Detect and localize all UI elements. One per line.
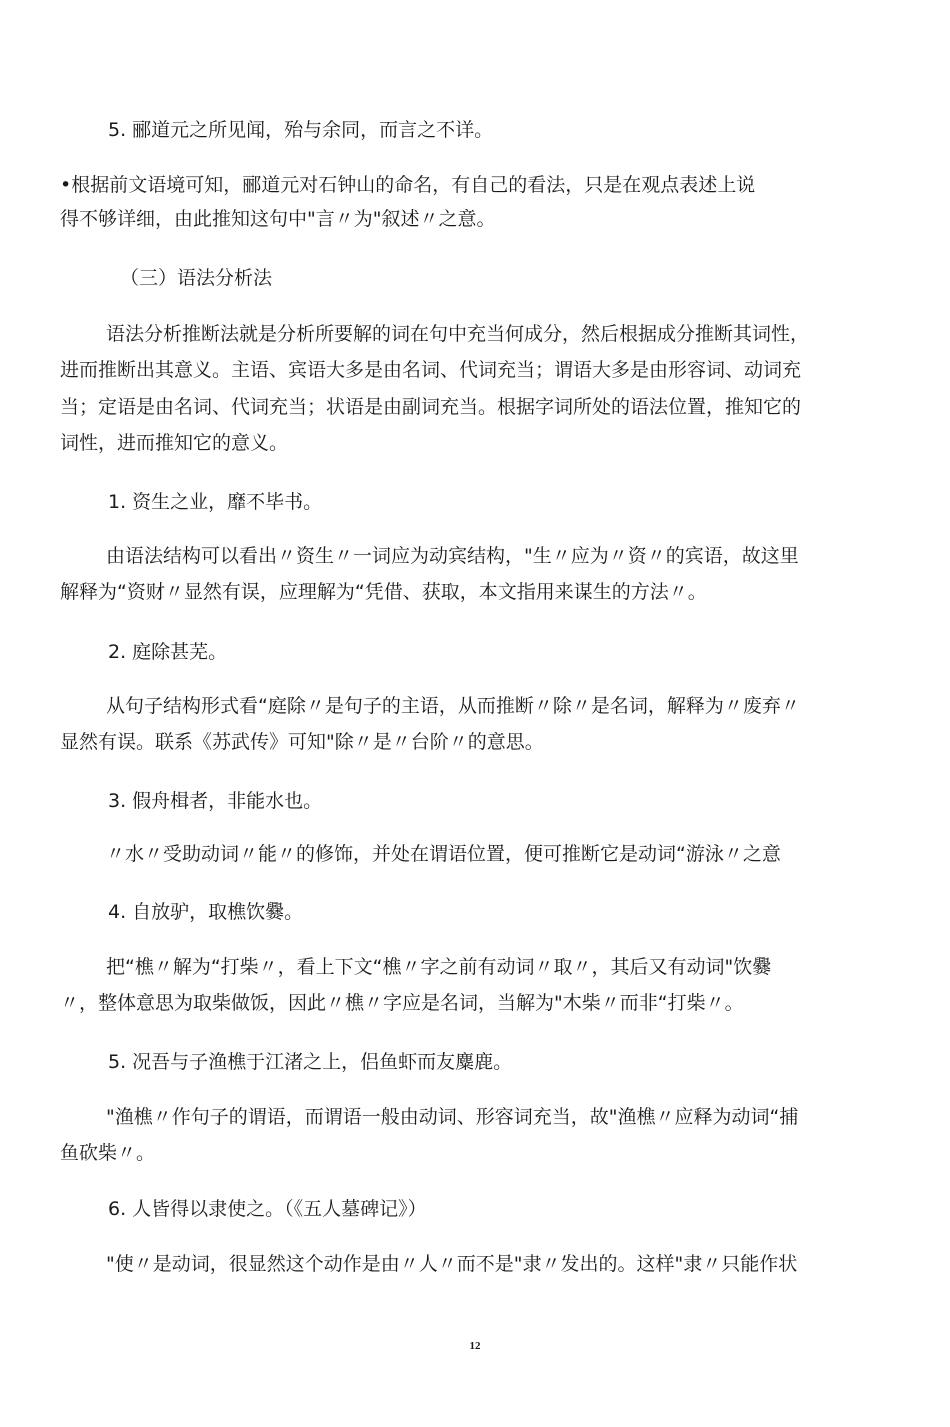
paragraph-line: 解释为“资财〃显然有误，应理解为“凭借、获取，本文指用来谋生的方法〃。 (60, 581, 707, 603)
paragraph-line: •根据前文语境可知，郦道元对石钟山的命名，有自己的看法，只是在观点表述上说 (60, 174, 756, 196)
example-item: 2. 庭除甚芜。 (108, 641, 228, 663)
paragraph-line: 〃水〃受助动词〃能〃的修饰，并处在谓语位置，便可推断它是动词“游泳〃之意 (106, 843, 781, 865)
paragraph-line: 显然有误。联系《苏武传》可知"除〃是〃台阶〃的意思。 (60, 731, 544, 753)
example-item: 5. 况吾与子渔樵于江渚之上，侣鱼虾而友麋鹿。 (108, 1051, 513, 1073)
paragraph-line: 得不够详细，由此推知这句中"言〃为"叙述〃之意。 (60, 208, 496, 230)
example-item: 1. 资生之业，靡不毕书。 (108, 491, 323, 513)
section-heading: （三）语法分析法 (120, 267, 273, 289)
paragraph-line: 由语法结构可以看出〃资生〃一词应为动宾结构，"生〃应为〃资〃的宾语，故这里 (106, 545, 799, 567)
paragraph-line: 从句子结构形式看“庭除〃是句子的主语，从而推断〃除〃是名词，解释为〃废弃〃 (106, 695, 800, 717)
example-item: 6. 人皆得以隶使之。（《五人墓碑记》） (108, 1198, 427, 1220)
paragraph-line: 语法分析推断法就是分析所要解的词在句中充当何成分，然后根据成分推断其词性， (106, 323, 810, 345)
paragraph-line: 词性，进而推知它的意义。 (60, 432, 289, 454)
example-item: 5. 郦道元之所见闻，殆与余同，而言之不详。 (108, 119, 494, 141)
example-item: 3. 假舟楫者，非能水也。 (108, 790, 323, 812)
paragraph-line: "渔樵〃作句子的谓语，而谓语一般由动词、形容词充当，故"渔樵〃应释为动词“捕 (106, 1106, 799, 1128)
paragraph-line: 当；定语是由名词、代词充当；状语是由副词充当。根据字词所处的语法位置，推知它的 (60, 396, 802, 418)
paragraph-line: "使〃是动词，很显然这个动作是由〃人〃而不是"隶〃发出的。这样"隶〃只能作状 (106, 1253, 798, 1275)
page-number: 12 (469, 1340, 481, 1352)
paragraph-line: 〃，整体意思为取柴做饭，因此〃樵〃字应是名词，当解为"木柴〃而非“打柴〃。 (60, 992, 744, 1014)
paragraph-line: 进而推断出其意义。主语、宾语大多是由名词、代词充当；谓语大多是由形容词、动词充 (60, 359, 802, 381)
paragraph-line: 鱼砍柴〃。 (60, 1142, 156, 1164)
example-item: 4. 自放驴，取樵饮爨。 (108, 901, 304, 923)
paragraph-line: 把“樵〃解为“打柴〃，看上下文“樵〃字之前有动词〃取〃，其后又有动词"饮爨 (106, 956, 772, 978)
